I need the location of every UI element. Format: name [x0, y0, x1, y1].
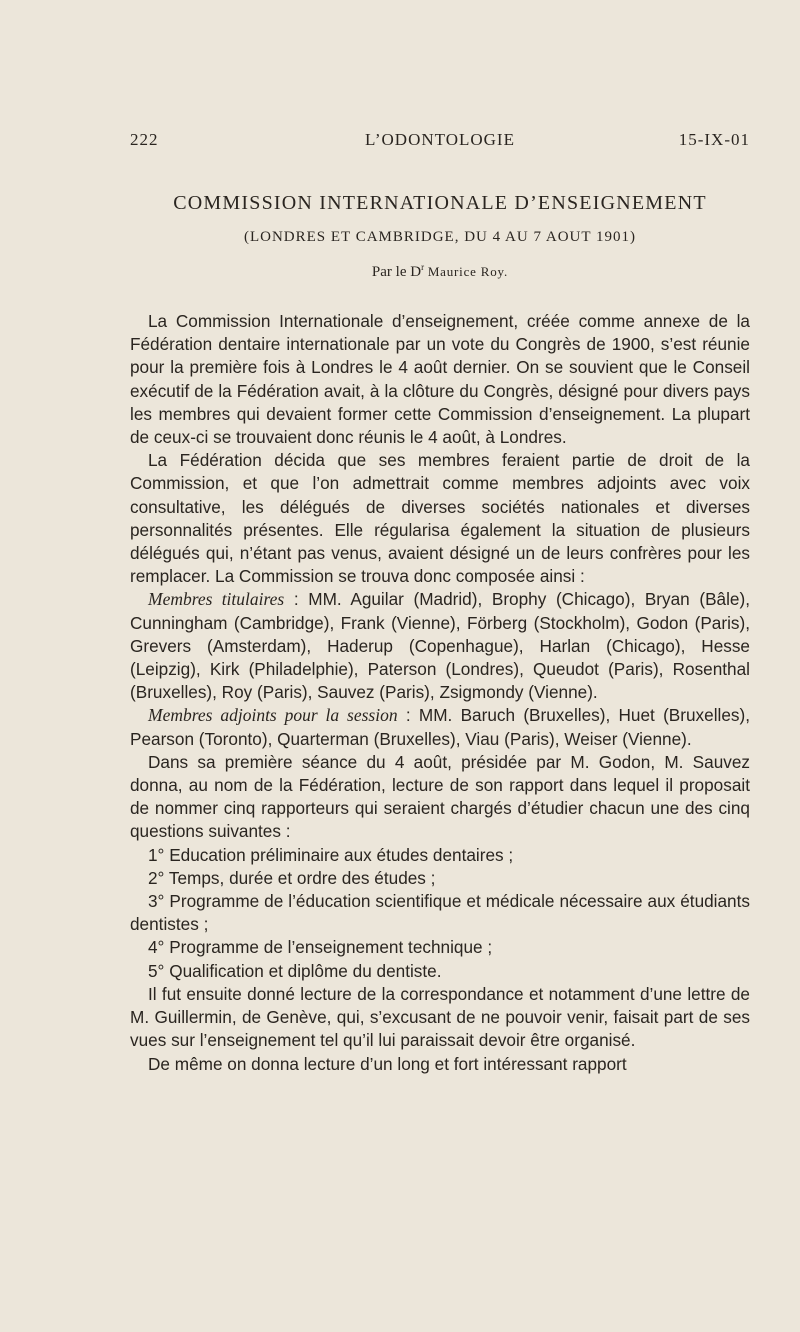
titulaires-text: : MM. Aguilar (Madrid), Brophy (Chicago), Bryan (Bâle), Cunningham (Cambridge), Frank (Vienne), Förberg (Stockholm), Godon (Paris), Grevers (Amsterdam), Haderup (Copenhague), Harlan (Chicago), Hesse (Leipzig), Kirk (Philadelphie), Paterson (Londres), Queudot (Paris), Rosenthal (Bruxelles), Roy (Paris), Sauvez (Paris), Zsigmondy (Vienne).: [130, 589, 750, 703]
byline-prefix: Par le D: [371, 264, 422, 280]
running-header: [130, 130, 750, 154]
titulaires-label: Membres titulaires: [148, 589, 285, 610]
adjoints-label: Membres adjoints pour la session: [148, 705, 398, 726]
paragraph-1: La Commission Internationale d’enseignement, créée comme annexe de la Fédération dentaire internationale par un vote du Congrès de 1900, s’est réunie pour la première fois à Londres le 4 août dernier. On se souvient que le Conseil exécutif de la Fédération avait, à la clôture du Congrès, désigné pour divers pays les membres qui devaient former cette Commission d’enseignement. La plupart de ceux-ci se trouvaient donc réunis le 4 août, à Londres.: [130, 311, 750, 448]
article-subtitle: (LONDRES ET CAMBRIDGE, DU 4 AU 7 AOUT 1901): [243, 229, 637, 245]
journal-title: L’ODONTOLOGIE: [365, 130, 515, 149]
paragraph-2: La Fédération décida que ses membres feraient partie de droit de la Commission, et que l’on admettrait comme membres adjoints avec voix consultative, les délégués de diverses sociétés nationales et diverses personnalités présentes. Elle régularisa également la situation de plusieurs délégués qui, n’étant pas venus, avaient désigné un de leurs confrères pour les remplacer. La Commission se trouva donc composée ainsi :: [130, 450, 750, 587]
byline-sup: r: [421, 262, 425, 272]
paragraph-adjoints: [130, 704, 750, 750]
question-item: 5° Qualification et diplôme du dentiste.: [148, 960, 442, 981]
question-item: 1° Education préliminaire aux études dentaires ;: [148, 844, 514, 865]
paragraph-4: Il fut ensuite donné lecture de la correspondance et notamment d’une lettre de M. Guillermin, de Genève, qui, s’excusant de ne pouvoir venir, faisait part de ses vues sur l’enseignement tel qu’il lui paraissait devoir être organisé.: [130, 983, 750, 1051]
byline-author: Maurice Roy.: [427, 264, 509, 279]
question-item: 2° Temps, durée et ordre des études ;: [148, 867, 436, 888]
paragraph-titulaires: [130, 588, 750, 704]
question-item: 4° Programme de l’enseignement technique ;: [148, 937, 493, 958]
question-item: 3° Programme de l’éducation scientifique et médicale nécessaire aux étudiants dentistes ;: [130, 891, 750, 935]
article-title: COMMISSION INTERNATIONALE D’ENSEIGNEMENT: [173, 192, 707, 214]
byline: [130, 262, 750, 281]
paragraph-5: De même on donna lecture d’un long et fort intéressant rapport: [148, 1053, 627, 1074]
paragraph-3: Dans sa première séance du 4 août, présidée par M. Godon, M. Sauvez donna, au nom de la Fédération, lecture de son rapport dans lequel il proposait de nommer cinq rapporteurs qui seraient chargés d’étudier chacun une des cinq questions suivantes :: [130, 751, 750, 842]
page-number: 222: [130, 130, 159, 149]
issue-date: 15-IX-01: [678, 130, 750, 149]
adjoints-text: : MM. Baruch (Bruxelles), Huet (Bruxelles), Pearson (Toronto), Quarterman (Bruxelles), Viau (Paris), Weiser (Vienne).: [130, 705, 750, 749]
article-body: [130, 310, 750, 1076]
